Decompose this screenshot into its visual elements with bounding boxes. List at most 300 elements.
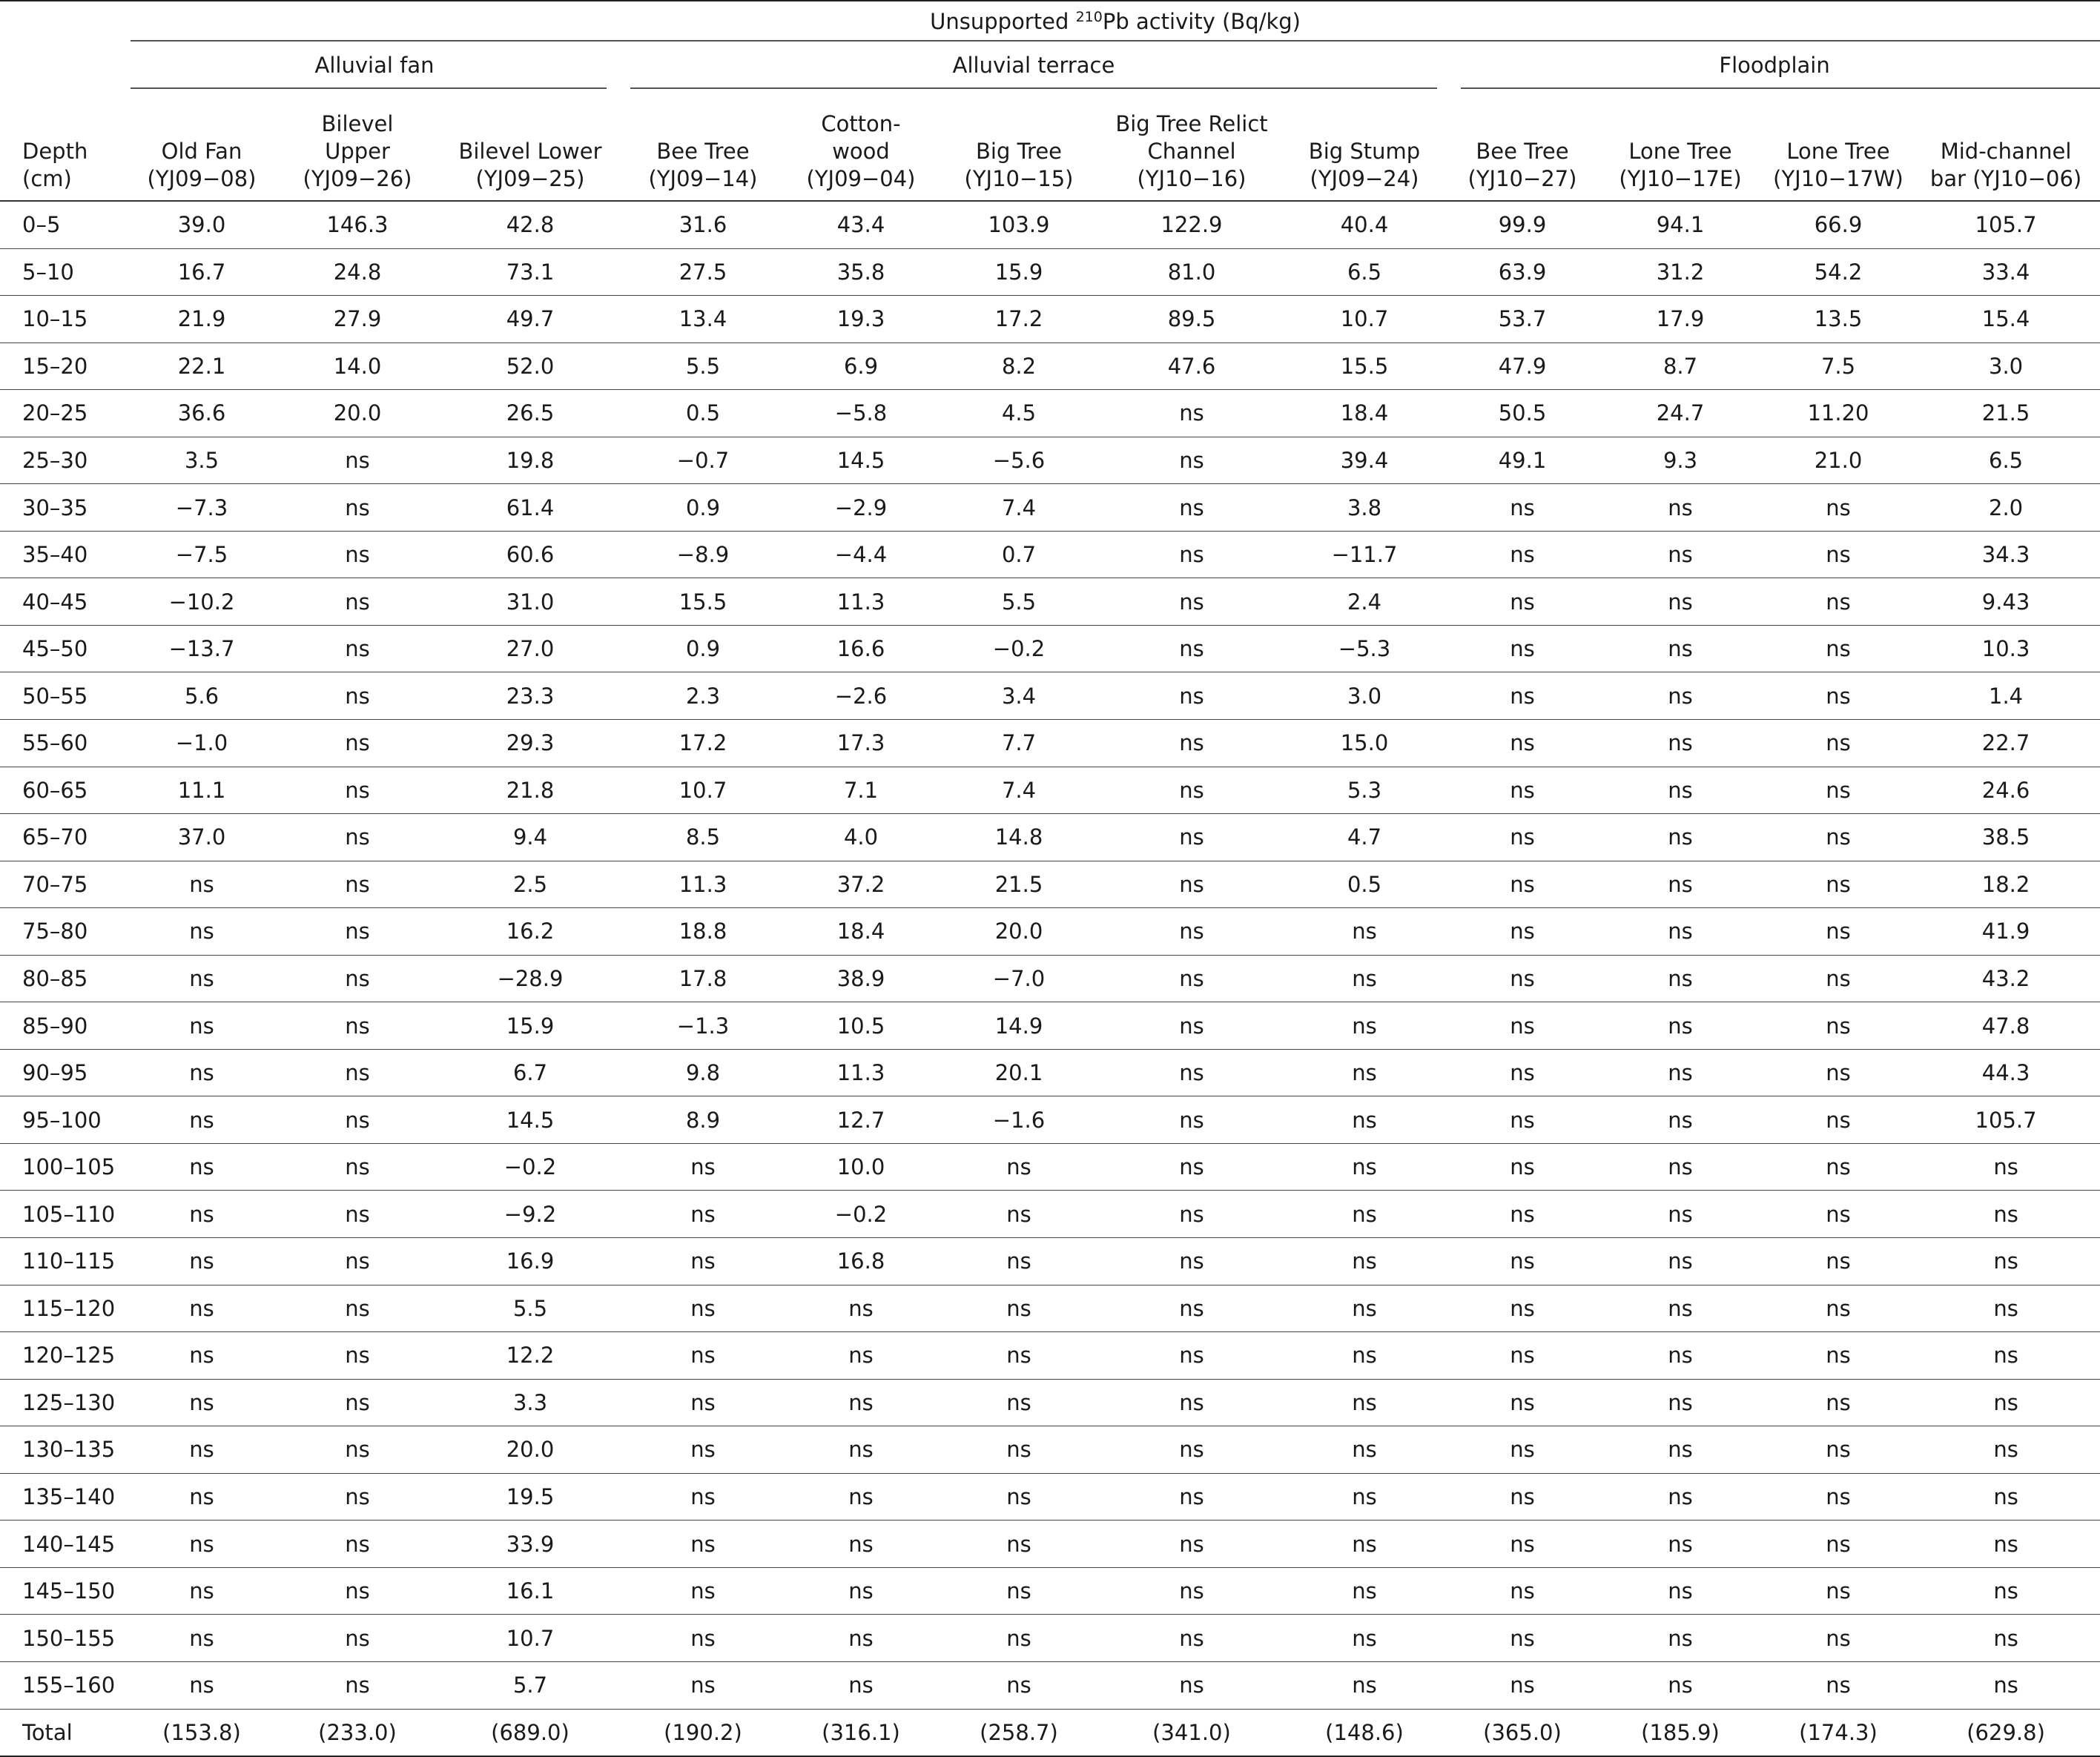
column-header	[934, 89, 1103, 201]
depth-cell: 115–120	[0, 1285, 131, 1332]
value-cell: −13.7	[131, 625, 273, 672]
table-row	[0, 625, 2100, 672]
value-cell: 5.5	[442, 1285, 618, 1332]
value-cell: ns	[788, 1426, 934, 1474]
value-cell: ns	[1596, 814, 1765, 861]
value-cell: ns	[1280, 1426, 1449, 1474]
value-cell: ns	[788, 1379, 934, 1426]
value-cell: 24.8	[273, 248, 442, 296]
value-cell: 10.0	[788, 1143, 934, 1191]
value-cell: ns	[1103, 484, 1280, 532]
value-cell: ns	[1765, 1332, 1912, 1380]
column-header-line: Big Stump	[1308, 139, 1421, 164]
value-cell: ns	[618, 1567, 788, 1615]
column-header-line: Bee Tree	[656, 139, 750, 164]
value-cell: 11.1	[131, 767, 273, 814]
value-cell: 47.6	[1103, 343, 1280, 390]
value-cell: 5.7	[442, 1661, 618, 1709]
value-cell: ns	[1596, 1096, 1765, 1144]
value-cell: ns	[131, 861, 273, 908]
value-cell: ns	[1449, 1379, 1596, 1426]
depth-cell: 110–115	[0, 1238, 131, 1286]
value-cell: 8.9	[618, 1096, 788, 1144]
value-cell: 50.5	[1449, 390, 1596, 437]
value-cell: 105.7	[1912, 201, 2100, 248]
value-cell: ns	[1765, 767, 1912, 814]
column-header-line: (YJ09−26)	[303, 166, 412, 191]
column-header	[1596, 89, 1765, 201]
value-cell: ns	[1103, 814, 1280, 861]
total-cell: (689.0)	[442, 1709, 618, 1756]
value-cell: 27.9	[273, 296, 442, 343]
value-cell: ns	[1765, 955, 1912, 1002]
value-cell: 17.9	[1596, 296, 1765, 343]
value-cell: 14.8	[934, 814, 1103, 861]
value-cell: ns	[1765, 1285, 1912, 1332]
value-cell: −7.0	[934, 955, 1103, 1002]
value-cell: 5.6	[131, 672, 273, 720]
column-header	[618, 89, 788, 201]
value-cell: 7.4	[934, 767, 1103, 814]
column-header-line: Channel	[1147, 139, 1236, 164]
depth-header: Depth (cm)	[22, 139, 88, 191]
value-cell: 31.6	[618, 201, 788, 248]
value-cell: ns	[1103, 1567, 1280, 1615]
value-cell: 15.5	[618, 578, 788, 626]
value-cell: 16.7	[131, 248, 273, 296]
value-cell: 6.7	[442, 1049, 618, 1096]
value-cell: 2.3	[618, 672, 788, 720]
value-cell: 1.4	[1912, 672, 2100, 720]
value-cell: 17.2	[618, 720, 788, 767]
value-cell: 103.9	[934, 201, 1103, 248]
value-cell: 13.4	[618, 296, 788, 343]
value-cell: ns	[1280, 1285, 1449, 1332]
value-cell: ns	[1103, 955, 1280, 1002]
value-cell: ns	[131, 1285, 273, 1332]
value-cell: ns	[1103, 578, 1280, 626]
value-cell: ns	[1765, 531, 1912, 578]
total-cell: (233.0)	[273, 1709, 442, 1756]
value-cell: ns	[934, 1379, 1103, 1426]
value-cell: ns	[1596, 1379, 1765, 1426]
value-cell: 4.5	[934, 390, 1103, 437]
value-cell: ns	[1103, 861, 1280, 908]
value-cell: ns	[1912, 1143, 2100, 1191]
value-cell: 16.6	[788, 625, 934, 672]
value-cell: 52.0	[442, 343, 618, 390]
value-cell: ns	[1765, 908, 1912, 956]
value-cell: ns	[1596, 1002, 1765, 1050]
value-cell: ns	[1596, 484, 1765, 532]
group-floodplain: Floodplain	[1449, 42, 2100, 89]
total-cell: (174.3)	[1765, 1709, 1912, 1756]
value-cell: ns	[618, 1661, 788, 1709]
value-cell: ns	[1280, 1238, 1449, 1286]
value-cell: ns	[934, 1567, 1103, 1615]
value-cell: 14.5	[442, 1096, 618, 1144]
value-cell: 16.1	[442, 1567, 618, 1615]
value-cell: ns	[1449, 1521, 1596, 1568]
value-cell: −2.9	[788, 484, 934, 532]
value-cell: 11.3	[788, 1049, 934, 1096]
value-cell: ns	[1912, 1238, 2100, 1286]
value-cell: ns	[273, 531, 442, 578]
value-cell: ns	[1765, 814, 1912, 861]
value-cell: ns	[273, 1615, 442, 1662]
value-cell: 4.7	[1280, 814, 1449, 861]
value-cell: ns	[131, 1473, 273, 1521]
value-cell: 49.7	[442, 296, 618, 343]
value-cell: ns	[273, 1332, 442, 1380]
column-header-line: Upper	[325, 139, 390, 164]
column-header-line: Lone Tree	[1628, 139, 1732, 164]
value-cell: −2.6	[788, 672, 934, 720]
total-cell: (365.0)	[1449, 1709, 1596, 1756]
value-cell: 24.7	[1596, 390, 1765, 437]
value-cell: ns	[1103, 1002, 1280, 1050]
depth-cell: 15–20	[0, 343, 131, 390]
value-cell: ns	[273, 1143, 442, 1191]
value-cell: 31.0	[442, 578, 618, 626]
table-row	[0, 1096, 2100, 1144]
value-cell: 20.0	[273, 390, 442, 437]
table-row	[0, 814, 2100, 861]
value-cell: ns	[1765, 672, 1912, 720]
value-cell: ns	[1596, 1285, 1765, 1332]
value-cell: ns	[1449, 1096, 1596, 1144]
value-cell: ns	[273, 437, 442, 484]
value-cell: ns	[273, 767, 442, 814]
value-cell: ns	[934, 1661, 1103, 1709]
column-header-line: (YJ10−17E)	[1619, 166, 1742, 191]
column-header-line: (YJ09−08)	[147, 166, 257, 191]
value-cell: ns	[1596, 1191, 1765, 1238]
table-row	[0, 1615, 2100, 1662]
value-cell: ns	[1103, 1379, 1280, 1426]
value-cell: 37.2	[788, 861, 934, 908]
value-cell: 17.8	[618, 955, 788, 1002]
table-row	[0, 1285, 2100, 1332]
table-row	[0, 1473, 2100, 1521]
value-cell: 63.9	[1449, 248, 1596, 296]
value-cell: 11.3	[618, 861, 788, 908]
value-cell: ns	[131, 955, 273, 1002]
value-cell: ns	[273, 1473, 442, 1521]
value-cell: ns	[1103, 531, 1280, 578]
value-cell: ns	[618, 1238, 788, 1286]
value-cell: ns	[1596, 578, 1765, 626]
value-cell: ns	[1103, 1521, 1280, 1568]
value-cell: 8.7	[1596, 343, 1765, 390]
value-cell: ns	[618, 1191, 788, 1238]
total-cell: (258.7)	[934, 1709, 1103, 1756]
value-cell: ns	[1449, 672, 1596, 720]
value-cell: 44.3	[1912, 1049, 2100, 1096]
depth-cell: 105–110	[0, 1191, 131, 1238]
value-cell: ns	[1103, 1191, 1280, 1238]
value-cell: 99.9	[1449, 201, 1596, 248]
column-header-line: Big Tree Relict	[1115, 111, 1268, 136]
depth-cell: 45–50	[0, 625, 131, 672]
column-header-line: (YJ09−24)	[1310, 166, 1419, 191]
value-cell: 49.1	[1449, 437, 1596, 484]
value-cell: 10.3	[1912, 625, 2100, 672]
total-cell: (148.6)	[1280, 1709, 1449, 1756]
value-cell: ns	[1280, 908, 1449, 956]
value-cell: 3.5	[131, 437, 273, 484]
table-row	[0, 720, 2100, 767]
value-cell: 24.6	[1912, 767, 2100, 814]
value-cell: 16.8	[788, 1238, 934, 1286]
value-cell: ns	[1596, 1615, 1765, 1662]
value-cell: 5.3	[1280, 767, 1449, 814]
value-cell: 33.4	[1912, 248, 2100, 296]
value-cell: ns	[131, 1426, 273, 1474]
value-cell: ns	[1912, 1661, 2100, 1709]
value-cell: ns	[618, 1143, 788, 1191]
value-cell: ns	[131, 1143, 273, 1191]
value-cell: ns	[131, 1521, 273, 1568]
value-cell: ns	[131, 1379, 273, 1426]
value-cell: 20.0	[934, 908, 1103, 956]
value-cell: ns	[131, 908, 273, 956]
value-cell: 35.8	[788, 248, 934, 296]
depth-cell: 80–85	[0, 955, 131, 1002]
value-cell: 16.9	[442, 1238, 618, 1286]
value-cell: ns	[934, 1143, 1103, 1191]
depth-cell: 35–40	[0, 531, 131, 578]
value-cell: ns	[618, 1426, 788, 1474]
value-cell: 11.3	[788, 578, 934, 626]
depth-cell: 40–45	[0, 578, 131, 626]
value-cell: ns	[1449, 578, 1596, 626]
value-cell: −5.3	[1280, 625, 1449, 672]
value-cell: −5.6	[934, 437, 1103, 484]
value-cell: ns	[1596, 1473, 1765, 1521]
value-cell: ns	[934, 1191, 1103, 1238]
table-row	[0, 531, 2100, 578]
value-cell: ns	[1449, 1426, 1596, 1474]
value-cell: ns	[1912, 1426, 2100, 1474]
value-cell: ns	[1103, 1285, 1280, 1332]
value-cell: ns	[1280, 1096, 1449, 1144]
value-cell: ns	[131, 1661, 273, 1709]
value-cell: ns	[273, 955, 442, 1002]
value-cell: 26.5	[442, 390, 618, 437]
value-cell: 22.1	[131, 343, 273, 390]
value-cell: ns	[1280, 1332, 1449, 1380]
value-cell: ns	[1765, 625, 1912, 672]
value-cell: ns	[1765, 1143, 1912, 1191]
depth-cell: 85–90	[0, 1002, 131, 1050]
column-header-line: (YJ09−25)	[475, 166, 585, 191]
value-cell: ns	[1596, 955, 1765, 1002]
value-cell: ns	[1596, 1332, 1765, 1380]
value-cell: ns	[1449, 531, 1596, 578]
value-cell: 22.7	[1912, 720, 2100, 767]
group-alluvial-fan: Alluvial fan	[131, 42, 618, 89]
table-row	[0, 437, 2100, 484]
value-cell: ns	[1765, 1049, 1912, 1096]
value-cell: ns	[1103, 720, 1280, 767]
value-cell: 43.4	[788, 201, 934, 248]
value-cell: ns	[1449, 720, 1596, 767]
table-row	[0, 1049, 2100, 1096]
value-cell: ns	[1103, 672, 1280, 720]
value-cell: ns	[1449, 1661, 1596, 1709]
value-cell: ns	[131, 1002, 273, 1050]
value-cell: ns	[1280, 1567, 1449, 1615]
value-cell: 15.9	[442, 1002, 618, 1050]
value-cell: −7.3	[131, 484, 273, 532]
value-cell: −0.2	[788, 1191, 934, 1238]
value-cell: 0.5	[618, 390, 788, 437]
total-cell: (153.8)	[131, 1709, 273, 1756]
column-header	[131, 89, 273, 201]
value-cell: ns	[273, 1191, 442, 1238]
column-header	[1765, 89, 1912, 201]
value-cell: −28.9	[442, 955, 618, 1002]
value-cell: 10.7	[1280, 296, 1449, 343]
value-cell: 6.5	[1912, 437, 2100, 484]
value-cell: ns	[788, 1567, 934, 1615]
table-row	[0, 767, 2100, 814]
depth-cell: 5–10	[0, 248, 131, 296]
value-cell: 39.0	[131, 201, 273, 248]
table-row	[0, 1191, 2100, 1238]
value-cell: 34.3	[1912, 531, 2100, 578]
value-cell: 42.8	[442, 201, 618, 248]
value-cell: 14.9	[934, 1002, 1103, 1050]
depth-cell: 50–55	[0, 672, 131, 720]
value-cell: ns	[1765, 1521, 1912, 1568]
depth-cell: 100–105	[0, 1143, 131, 1191]
value-cell: 11.20	[1765, 390, 1912, 437]
value-cell: ns	[273, 1426, 442, 1474]
value-cell: ns	[1103, 1426, 1280, 1474]
value-cell: ns	[1449, 1049, 1596, 1096]
value-cell: 10.5	[788, 1002, 934, 1050]
value-cell: 16.2	[442, 908, 618, 956]
value-cell: ns	[1449, 1615, 1596, 1662]
value-cell: ns	[1596, 1049, 1765, 1096]
title-row	[0, 1, 2100, 42]
value-cell: ns	[1596, 672, 1765, 720]
column-header	[1103, 89, 1280, 201]
value-cell: 19.8	[442, 437, 618, 484]
total-cell: (341.0)	[1103, 1709, 1280, 1756]
value-cell: 2.5	[442, 861, 618, 908]
value-cell: ns	[618, 1332, 788, 1380]
value-cell: 18.2	[1912, 861, 2100, 908]
value-cell: ns	[273, 1238, 442, 1286]
value-cell: 15.0	[1280, 720, 1449, 767]
value-cell: 12.7	[788, 1096, 934, 1144]
value-cell: ns	[273, 1049, 442, 1096]
value-cell: 2.4	[1280, 578, 1449, 626]
value-cell: −5.8	[788, 390, 934, 437]
table-row	[0, 1002, 2100, 1050]
value-cell: ns	[273, 578, 442, 626]
value-cell: 36.6	[131, 390, 273, 437]
value-cell: ns	[131, 1238, 273, 1286]
value-cell: ns	[934, 1615, 1103, 1662]
value-cell: 8.5	[618, 814, 788, 861]
value-cell: 7.1	[788, 767, 934, 814]
value-cell: 9.43	[1912, 578, 2100, 626]
value-cell: 10.7	[618, 767, 788, 814]
column-header-line: (YJ09−14)	[648, 166, 758, 191]
table-row	[0, 1567, 2100, 1615]
value-cell: 20.0	[442, 1426, 618, 1474]
depth-cell: 65–70	[0, 814, 131, 861]
value-cell: −1.0	[131, 720, 273, 767]
value-cell: 21.9	[131, 296, 273, 343]
value-cell: ns	[1280, 1661, 1449, 1709]
value-cell: ns	[1765, 1567, 1912, 1615]
value-cell: ns	[1103, 1473, 1280, 1521]
value-cell: ns	[1280, 1002, 1449, 1050]
value-cell: 37.0	[131, 814, 273, 861]
total-row	[0, 1709, 2100, 1756]
value-cell: ns	[1449, 861, 1596, 908]
value-cell: 94.1	[1596, 201, 1765, 248]
value-cell: 9.3	[1596, 437, 1765, 484]
value-cell: 9.4	[442, 814, 618, 861]
value-cell: 3.0	[1912, 343, 2100, 390]
depth-cell: 95–100	[0, 1096, 131, 1144]
value-cell: −1.6	[934, 1096, 1103, 1144]
column-header-line: (YJ10−15)	[964, 166, 1074, 191]
value-cell: ns	[1280, 1379, 1449, 1426]
value-cell: 122.9	[1103, 201, 1280, 248]
value-cell: ns	[273, 484, 442, 532]
value-cell: ns	[1449, 1143, 1596, 1191]
value-cell: ns	[273, 814, 442, 861]
value-cell: −8.9	[618, 531, 788, 578]
value-cell: ns	[1596, 908, 1765, 956]
value-cell: ns	[1765, 1473, 1912, 1521]
table-row	[0, 390, 2100, 437]
value-cell: ns	[1103, 1661, 1280, 1709]
column-header	[1912, 89, 2100, 201]
table-row	[0, 201, 2100, 248]
table-row	[0, 1332, 2100, 1380]
value-cell: 54.2	[1765, 248, 1912, 296]
value-cell: ns	[131, 1567, 273, 1615]
value-cell: ns	[1103, 1332, 1280, 1380]
value-cell: 6.9	[788, 343, 934, 390]
value-cell: 41.9	[1912, 908, 2100, 956]
value-cell: 19.5	[442, 1473, 618, 1521]
value-cell: ns	[1912, 1379, 2100, 1426]
value-cell: 53.7	[1449, 296, 1596, 343]
value-cell: ns	[1449, 908, 1596, 956]
depth-cell: 55–60	[0, 720, 131, 767]
value-cell: ns	[934, 1238, 1103, 1286]
value-cell: ns	[1280, 1473, 1449, 1521]
value-cell: 31.2	[1596, 248, 1765, 296]
table-row	[0, 908, 2100, 956]
value-cell: ns	[1103, 625, 1280, 672]
value-cell: ns	[788, 1332, 934, 1380]
depth-cell: 10–15	[0, 296, 131, 343]
value-cell: −4.4	[788, 531, 934, 578]
value-cell: 23.3	[442, 672, 618, 720]
value-cell: ns	[273, 908, 442, 956]
value-cell: ns	[131, 1615, 273, 1662]
